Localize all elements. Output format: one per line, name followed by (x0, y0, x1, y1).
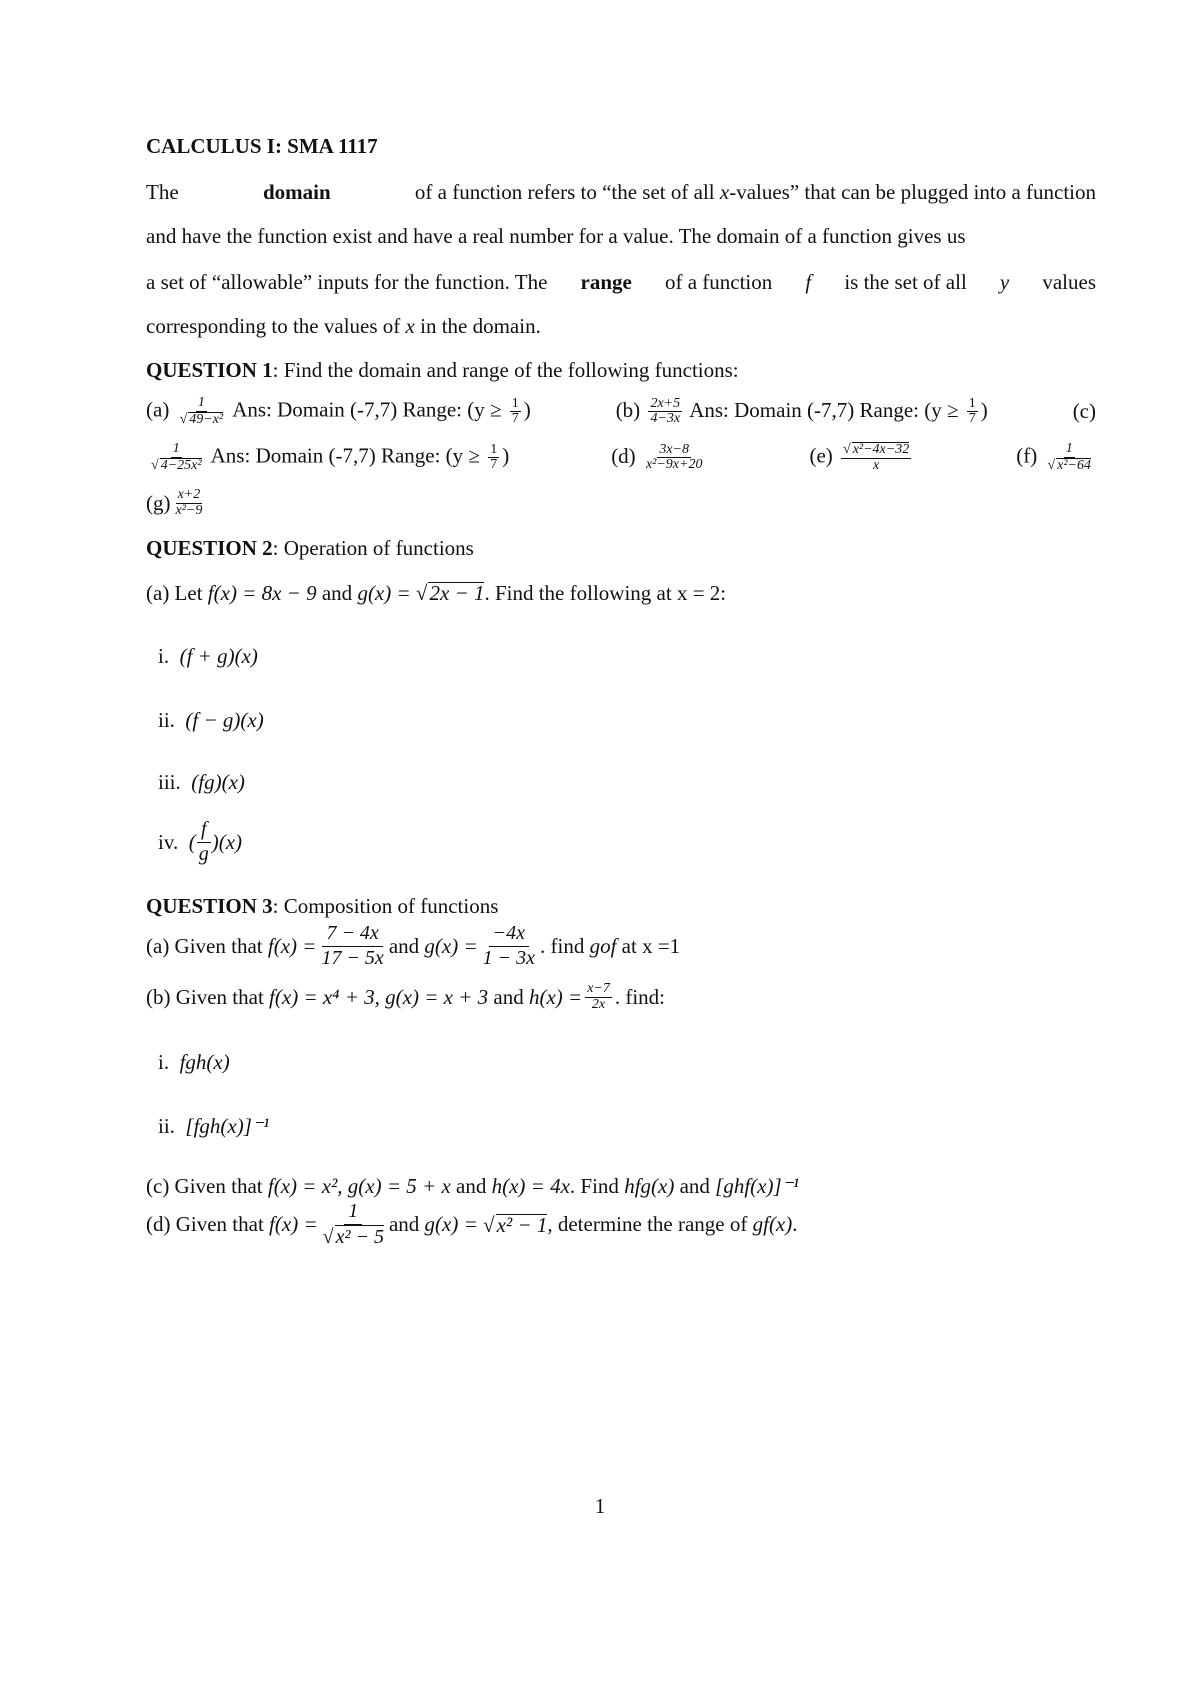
question-3-heading: QUESTION 3: Composition of functions (146, 894, 499, 918)
domain-term: domain (262, 180, 331, 204)
question-1-row-1 (146, 396, 1096, 427)
q1-item-e: (e) $\frac{\text{√ x²−4x−32}}{x}$ (809, 442, 910, 473)
q3-part-b: (b) Given that f(x) = x⁴ + 3, g(x) = x + 3 and h(x) = $\frac{x-7}{2x}$ . find: (146, 981, 666, 1012)
question-2-heading: QUESTION 2: Operation of functions (146, 536, 474, 560)
intro-line-1: The domain of a function refers to “the set of all x-values” that can be plugged into a function (146, 180, 1096, 204)
question-1-row-2 (146, 442, 1096, 473)
q1-item-a: (a) $\frac{1}{\text{√ 49−x²}}$ Ans: Domain (-7,7) Range: (y ≥ $\frac{1}{7}$ ) (146, 395, 531, 427)
range-term: range (580, 270, 632, 294)
q2-item-i: i. (f + g)(x) (158, 644, 258, 668)
q2-part-a: (a) Let f(x) = 8x − 9 and g(x) = √2x − 1. Find the following at x = 2: (146, 581, 727, 605)
intro-line-2: and have the function exist and have a real number for a value. The domain of a function gives us (146, 224, 966, 248)
q2-item-iv: iv. ( $\frac{f}{g}$ )(x) (158, 818, 243, 865)
q1-item-d: (d) $\frac{3x-8}{\text{x²−9x+20}}$ (611, 441, 703, 473)
q3-part-a: (a) Given that f(x) = $\frac{7 - 4x}{17 - 5x}$ and g(x) = $\frac{-4x}{1 - 3x}$ . find gof at x =1 (146, 922, 681, 969)
q1-item-c: $\frac{1}{\text{√ 4−25x²}}$ Ans: Domain (-7,7) Range: (y ≥ $\frac{1}{7}$ ) (151, 441, 510, 473)
question-1-heading: QUESTION 1: Find the domain and range of the following functions: (146, 358, 739, 382)
q1-item-b: (b) $\frac{2x+5}{4-3x}$ Ans: Domain (-7,7) Range: (y ≥ $\frac{1}{7}$ ) (615, 395, 988, 427)
q1-item-g: (g) $\frac{x+2}{\text{x²−9}}$ (146, 487, 203, 518)
q1-item-c-label: (c) (1072, 399, 1096, 424)
q2-item-iii: iii. (fg)(x) (158, 770, 245, 794)
q2-item-ii: ii. (f − g)(x) (158, 708, 264, 732)
q3-part-c: (c) Given that f(x) = x², g(x) = 5 + x and h(x) = 4x. Find hfg(x) and [ghf(x)]⁻¹ (146, 1174, 800, 1198)
q3-part-d: (d) Given that f(x) = $\frac{1}{\text{√ x² − 5}}$ and g(x) = √x² − 1 , determine the range of gf(x) . (146, 1200, 798, 1248)
intro-line-4: corresponding to the values of x in the domain. (146, 314, 541, 338)
q3-item-ii: ii. [fgh(x)]⁻¹ (158, 1114, 270, 1138)
page-title: CALCULUS I: SMA 1117 (146, 134, 378, 158)
q1-item-f: (f) $\frac{1}{\text{√ x²−64}}$ (1016, 441, 1091, 473)
q3-item-i: i. fgh(x) (158, 1050, 230, 1074)
page-number: 1 (594, 1494, 606, 1518)
intro-line-3: a set of “allowable” inputs for the function. The range of a function f is the set of all y values (146, 270, 1096, 294)
